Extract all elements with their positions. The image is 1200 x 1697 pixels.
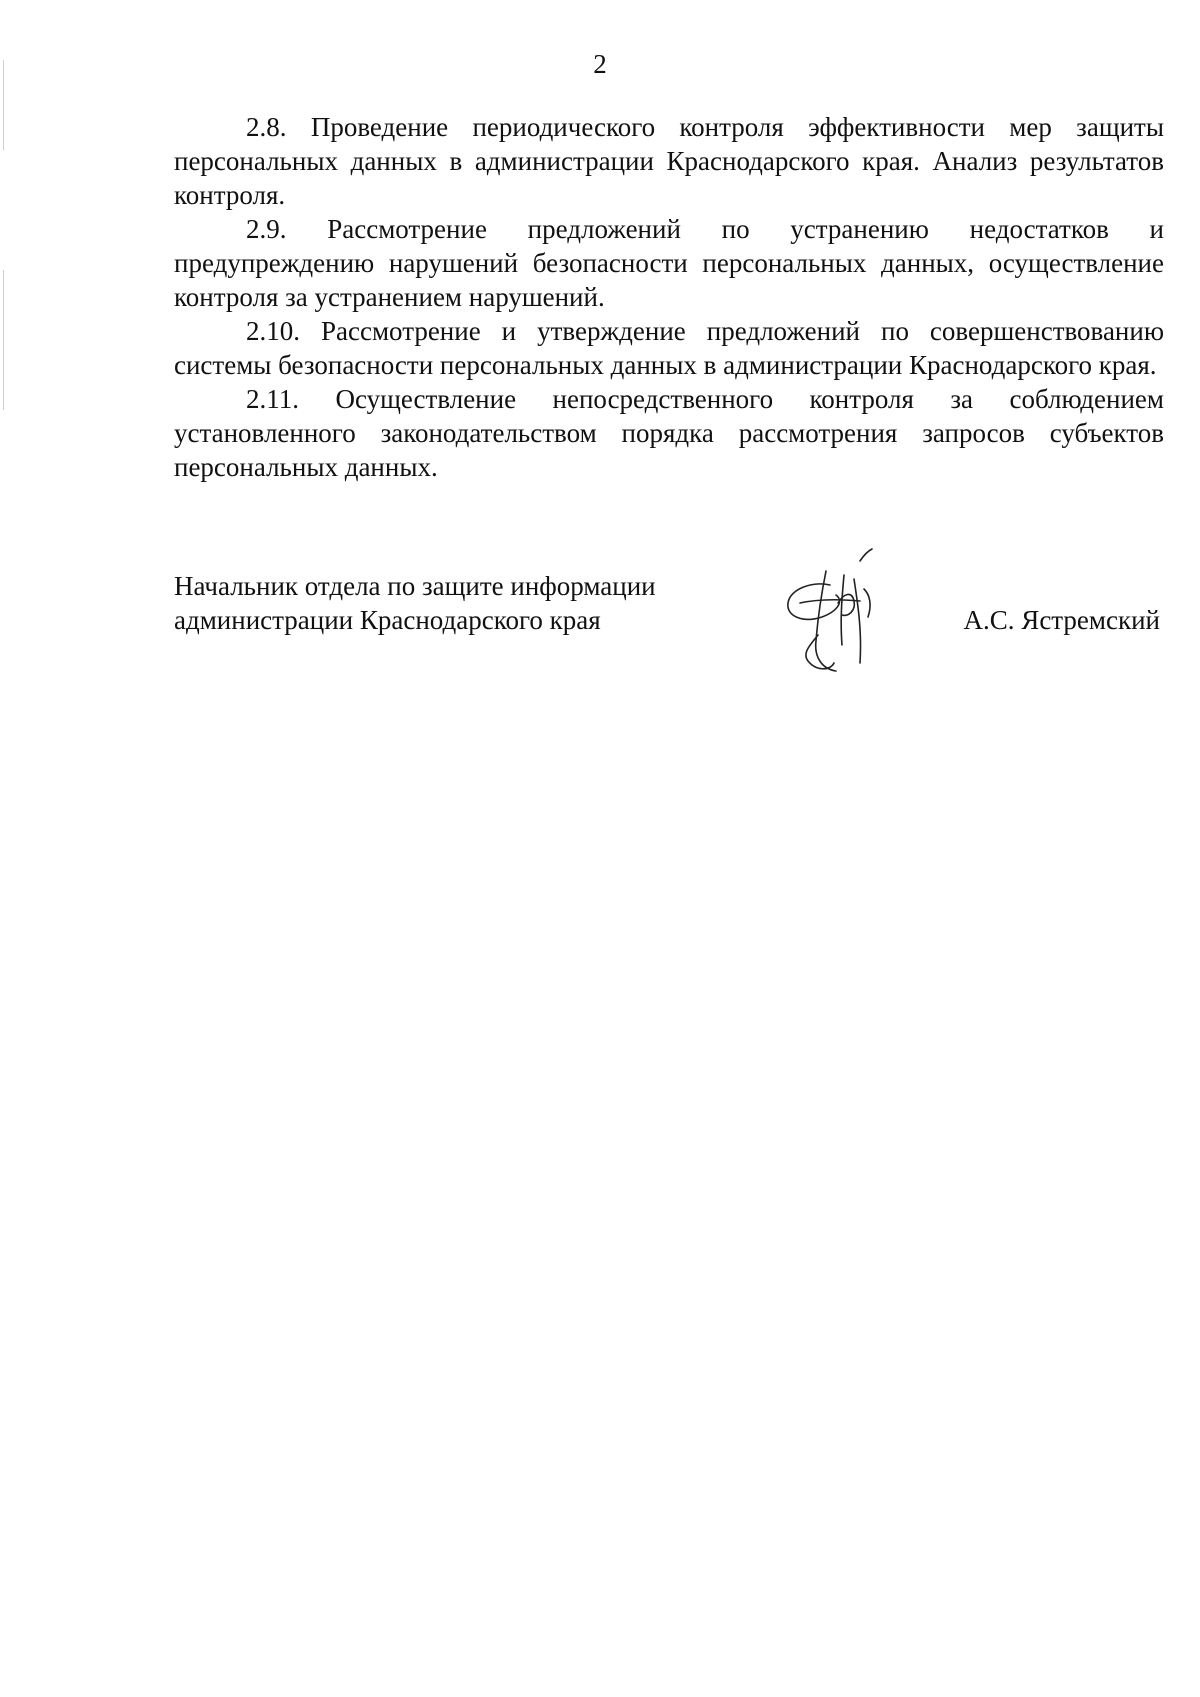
paragraph-number: 2.9.: [246, 214, 287, 244]
paragraph-text: Рассмотрение предложений по устранению недостатков и предупреждению нарушений безопасности персональных данных, осуществление контроля за устранением нарушений.: [174, 214, 1164, 312]
paragraph-number: 2.10.: [246, 316, 300, 346]
signatory-position-line: администрации Краснодарского края: [174, 605, 601, 635]
paragraph-2-10: [174, 314, 1164, 382]
paragraph-2-11: [174, 382, 1164, 484]
handwritten-signature-icon: [778, 545, 888, 685]
paragraph-number: 2.11.: [246, 384, 299, 414]
paragraph-2-8: [174, 110, 1164, 212]
page-number: 2: [593, 49, 607, 79]
paragraph-number: 2.8.: [246, 112, 287, 142]
paragraph-text: Рассмотрение и утверждение предложений по совершенствованию системы безопасности персональных данных в администрации Краснодарского края.: [174, 316, 1165, 380]
paragraph-text: Проведение периодического контроля эффективности мер защиты персональных данных в администрации Краснодарского края. Анализ результатов контроля.: [174, 112, 1165, 210]
paragraph-2-9: [174, 212, 1164, 314]
scan-margin-mark: [3, 270, 4, 410]
signatory-position: [174, 569, 734, 637]
signature-block: [174, 569, 1164, 709]
signatory-position-line: Начальник отдела по защите информации: [174, 571, 656, 601]
paragraph-text: Осуществление непосредственного контроля за соблюдением установленного законодательством порядка рассмотрения запросов субъектов персональных данных.: [174, 384, 1164, 482]
document-body: [174, 110, 1164, 484]
signatory-name: А.С. Ястремский: [963, 605, 1160, 635]
